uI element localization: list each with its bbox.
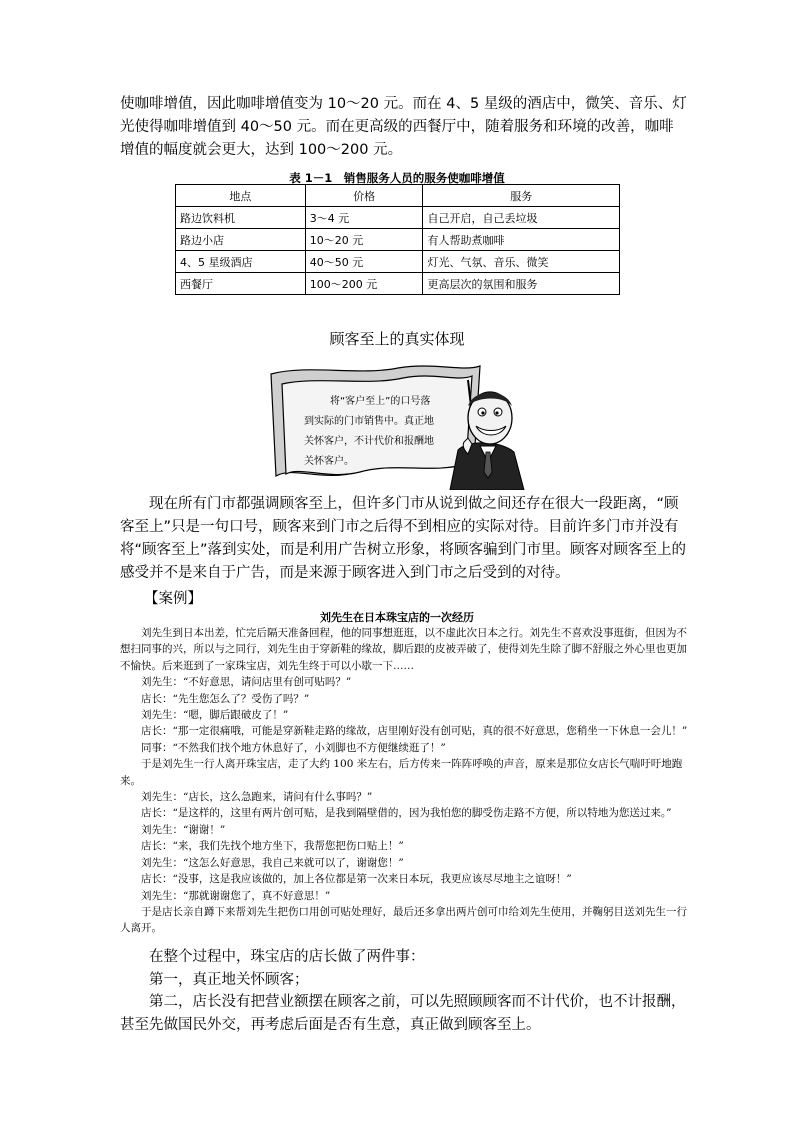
banner-line: 关怀客户。 — [304, 456, 354, 467]
story-paragraph: 店长：“那一定很痛哦，可能是穿新鞋走路的缘故，店里刚好没有创可贴，真的很不好意思，您稍坐一下休息一会儿！” — [141, 725, 688, 738]
table-cell: 灯光、气氛、音乐、微笑 — [423, 251, 620, 273]
conclusion-paragraph: 第二，店长没有把营业额摆在顾客之前，可以先照顾顾客而不计代价，也不计报酬，甚至先做国民外交，再考虑后面是否有生意，真正做到顾客至上。 — [120, 994, 686, 1033]
table-header-cell: 地点 — [176, 185, 306, 207]
story-paragraph: 店长：“没事，这是我应该做的，加上各位都是第一次来日本玩，我更应该尽尽地主之谊呀！” — [141, 873, 572, 886]
table-cell: 更高层次的氛围和服务 — [423, 273, 620, 295]
story-paragraph: 店长：“是这样的，这里有两片创可贴，是我到隔壁借的，因为我怕您的脚受伤走路不方便，所以特地为您送过来。” — [141, 807, 672, 820]
story-paragraph: 店长：“先生您怎么了？受伤了吗？” — [141, 692, 310, 705]
table-row — [176, 273, 620, 295]
banner-line: 到实际的门市销售中。真正地 — [304, 416, 434, 427]
intro-paragraph: 使咖啡增值，因此咖啡增值变为 10～20 元。而在 4、5 星级的酒店中，微笑、音乐、灯光使得咖啡增值到 40～50 元。而在更高级的西餐厅中，随着服务和环境的改善，咖啡增值的幅度就会更大，达到 100～200 元。 — [120, 96, 687, 158]
table-header-row — [176, 185, 620, 207]
table-header-cell: 价格 — [305, 185, 423, 207]
table-cell: 100～200 元 — [305, 273, 423, 295]
story-paragraph: 同事：“不然我们找个地方休息好了，小刘脚也不方便继续逛了！” — [141, 741, 446, 754]
story-paragraph: 刘先生到日本出差，忙完后隔天准备回程，他的同事想逛逛，以不虚此次日本之行。刘先生不喜欢没事逛街，但因为不想扫同事的兴，所以与之同行，刘先生由于穿新鞋的缘故，脚后跟的皮被弄破了，使得刘先生除了脚不舒服之外心里也更加不愉快。后来逛到了一家珠宝店，刘先生终于可以小歇一下…… — [120, 627, 687, 672]
table-header-cell: 服务 — [423, 185, 620, 207]
table-row — [176, 207, 620, 229]
body-paragraph: 现在所有门市都强调顾客至上，但许多门市从说到做之间还存在很大一段距离，“顾客至上”只是一句口号，顾客来到门市之后得不到相应的实际对待。目前许多门市并没有将“顾客至上”落到实处，而是利用广告树立形象，将顾客骗到门市里。顾客对顾客至上的感受并不是来自于广告，而是来源于顾客进入到门市之后受到的对待。 — [120, 496, 687, 581]
banner-line: 将“客户至上”的口号落 — [330, 396, 431, 407]
story-paragraph: 于是刘先生一行人离开珠宝店，走了大约 100 米左右，后方传来一阵阵呼唤的声音，原来是那位女店长气喘吁吁地跑来。 — [120, 758, 683, 787]
table-cell: 40～50 元 — [305, 251, 423, 273]
table-row — [176, 229, 620, 251]
case-title: 刘先生在日本珠宝店的一次经历 — [320, 611, 474, 624]
story-paragraph: 刘先生：“谢谢！” — [141, 823, 226, 836]
table-cell: 路边小店 — [176, 229, 306, 251]
section-title: 顾客至上的真实体现 — [329, 330, 465, 348]
table-cell: 4、5 星级酒店 — [176, 251, 306, 273]
table-cell: 有人帮助煮咖啡 — [423, 229, 620, 251]
cartoon-illustration — [268, 362, 526, 490]
table-caption: 表 1－1 销售服务人员的服务使咖啡增值 — [289, 171, 505, 185]
conclusion-paragraph: 在整个过程中，珠宝店的店长做了两件事： — [149, 949, 425, 965]
conclusion-paragraph: 第一，真正地关怀顾客； — [149, 971, 309, 988]
conclusion — [120, 946, 688, 1036]
price-table — [175, 184, 620, 295]
table-cell: 自己开启，自己丢垃圾 — [423, 207, 620, 229]
story-paragraph: 刘先生：“不好意思，请问店里有创可贴吗？” — [141, 676, 352, 689]
table-cell: 路边饮料机 — [176, 207, 306, 229]
story-paragraph: 店长：“来，我们先找个地方坐下，我帮您把伤口贴上！” — [141, 840, 404, 853]
story-paragraph: 于是店长亲自蹲下来帮刘先生把伤口用创可贴处理好，最后还多拿出两片创可巾给刘先生使用，并鞠躬目送刘先生一行人离开。 — [120, 905, 687, 935]
table-cell: 3～4 元 — [305, 207, 423, 229]
story-paragraph: 刘先生：“店长，这么急跑来，请问有什么事吗？” — [141, 791, 373, 804]
table-cell: 10～20 元 — [305, 229, 423, 251]
story-paragraph: 刘先生：“这怎么好意思，我自己来就可以了，谢谢您！” — [141, 856, 404, 869]
story-paragraph: 刘先生：“嗯，脚后跟破皮了！” — [141, 709, 289, 722]
case-label: 【案例】 — [144, 591, 202, 607]
banner-line: 关怀客户，不计代价和报酬地 — [304, 436, 434, 447]
table-row — [176, 251, 620, 273]
story-paragraph: 刘先生：“那就谢谢您了，真不好意思！” — [141, 889, 331, 902]
table-cell: 西餐厅 — [176, 273, 306, 295]
case-story — [120, 625, 688, 937]
